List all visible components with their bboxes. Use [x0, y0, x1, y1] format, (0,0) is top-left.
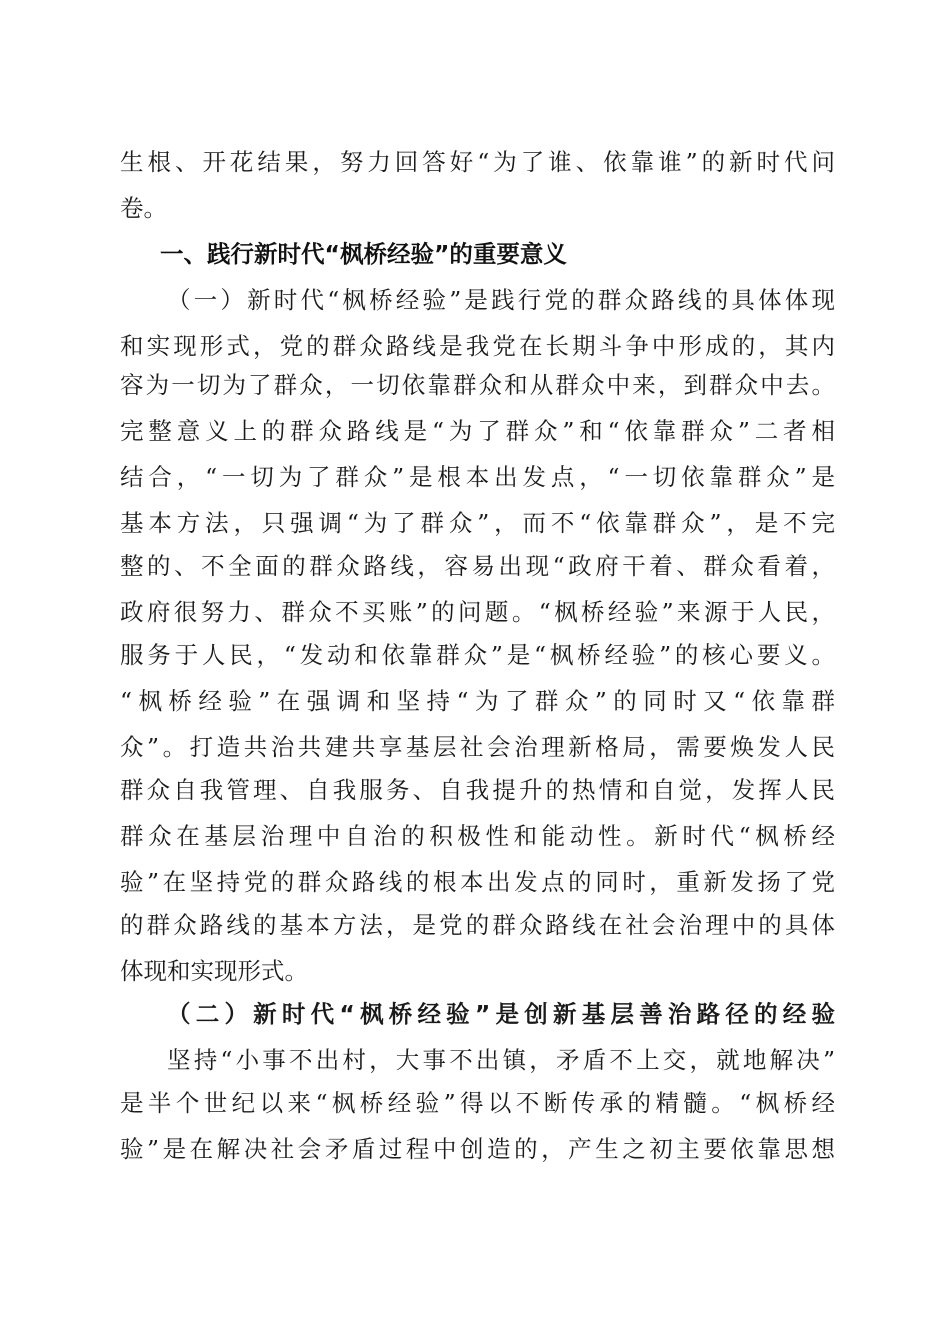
paragraph-1-line-13: 群众在基层治理中自治的积极性和能动性。新时代“枫桥经 [120, 822, 835, 850]
intro-line-2: 卷。 [120, 194, 167, 222]
paragraph-1-line-10: “枫桥经验”在强调和坚持“为了群众”的同时又“依靠群 [120, 687, 835, 715]
paragraph-1-line-15: 的群众路线的基本方法，是党的群众路线在社会治理中的具体 [120, 911, 835, 939]
paragraph-1-line-1: （一）新时代“枫桥经验”是践行党的群众路线的具体体现 [167, 286, 835, 314]
paragraph-1-line-8: 政府很努力、群众不买账”的问题。“枫桥经验”来源于人民， [120, 598, 835, 626]
intro-line-1: 生根、开花结果，努力回答好“为了谁、依靠谁”的新时代问 [120, 148, 835, 176]
paragraph-1-line-11: 众”。打造共治共建共享基层社会治理新格局，需要焕发人民 [120, 733, 835, 761]
subsection-2-title: （二）新时代“枫桥经验”是创新基层善治路径的经验 [167, 1000, 835, 1028]
paragraph-1-line-16: 体现和实现形式。 [120, 957, 308, 985]
section-heading: 一、践行新时代“枫桥经验”的重要意义 [160, 240, 567, 268]
paragraph-2-line-1: 坚持“小事不出村，大事不出镇，矛盾不上交，就地解决” [167, 1046, 835, 1074]
paragraph-2-line-3: 验”是在解决社会矛盾过程中创造的，产生之初主要依靠思想 [120, 1135, 835, 1163]
paragraph-1-line-5: 结合，“一切为了群众”是根本出发点，“一切依靠群众”是 [120, 463, 835, 491]
paragraph-1-line-12: 群众自我管理、自我服务、自我提升的热情和自觉，发挥人民 [120, 776, 835, 804]
paragraph-1-line-3: 容为一切为了群众，一切依靠群众和从群众中来，到群众中去。 [120, 371, 835, 399]
paragraph-1-line-6: 基本方法，只强调“为了群众”，而不“依靠群众”，是不完 [120, 509, 835, 537]
paragraph-2-line-2: 是半个世纪以来“枫桥经验”得以不断传承的精髓。“枫桥经 [120, 1089, 835, 1117]
paragraph-1-line-9: 服务于人民，“发动和依靠群众”是“枫桥经验”的核心要义。 [120, 641, 835, 669]
paragraph-1-line-4: 完整意义上的群众路线是“为了群众”和“依靠群众”二者相 [120, 417, 835, 445]
paragraph-1-line-2: 和实现形式，党的群众路线是我党在长期斗争中形成的，其内 [120, 332, 835, 360]
paragraph-1-line-14: 验”在坚持党的群众路线的根本出发点的同时，重新发扬了党 [120, 868, 835, 896]
paragraph-1-line-7: 整的、不全面的群众路线，容易出现“政府干着、群众看着， [120, 552, 835, 580]
